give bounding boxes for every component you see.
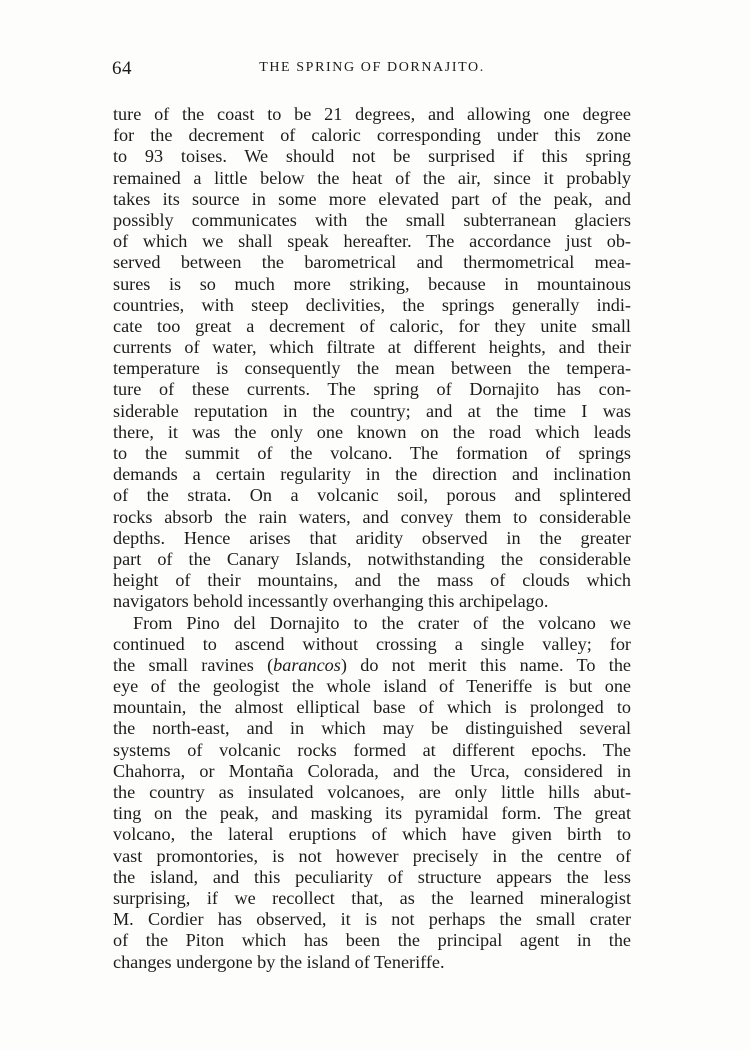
text-line: for the decrement of caloric corresponding under this zone — [113, 125, 631, 146]
text-line: systems of volcanic rocks formed at different epochs. The — [113, 739, 631, 760]
italic-term: barancos — [273, 654, 341, 675]
text-line: of which we shall speak hereafter. The accordance just ob- — [113, 231, 631, 252]
text-line: changes undergone by the island of Teneriffe. — [113, 951, 445, 972]
text-line: From Pino del Dornajito to the crater of the volcano we — [133, 612, 631, 633]
text-line: takes its source in some more elevated part of the peak, and — [113, 188, 631, 209]
text-line: rocks absorb the rain waters, and convey them to considerable — [113, 506, 631, 527]
text-line: ture of the coast to be 21 degrees, and allowing one degree — [113, 104, 631, 124]
text-line: currents of water, which filtrate at different heights, and their — [113, 337, 631, 358]
text-line: part of the Canary Islands, notwithstanding the considerable — [113, 548, 631, 569]
text-line: navigators behold incessantly overhanging this archipelago. — [113, 591, 549, 612]
text-line: of the strata. On a volcanic soil, porous and splintered — [113, 485, 631, 506]
body-text — [113, 104, 631, 973]
page-number: 64 — [112, 58, 132, 79]
text-line: demands a certain regularity in the direction and inclination — [113, 464, 631, 485]
text-line: the country as insulated volcanoes, are only little hills abut- — [113, 782, 631, 802]
text-line-with-italic — [113, 655, 631, 676]
text-fragment: the small ravines ( — [113, 654, 274, 675]
text-line: ting on the peak, and masking its pyramidal form. The great — [113, 803, 631, 824]
text-line: vast promontories, is not however precisely in the centre of — [113, 845, 631, 866]
text-line: Chahorra, or Montaña Colorada, and the Urca, considered in — [113, 760, 631, 781]
text-line: siderable reputation in the country; and at the time I was — [113, 400, 631, 421]
text-line: cate too great a decrement of caloric, for they unite small — [113, 315, 631, 336]
text-line: remained a little below the heat of the air, since it probably — [113, 167, 631, 188]
text-line: served between the barometrical and thermometrical mea- — [113, 252, 631, 273]
text-line: of the Piton which has been the principal agent in the — [113, 930, 631, 951]
text-line: sures is so much more striking, because in mountainous — [113, 273, 631, 294]
text-fragment: ) do not merit this name. To the — [340, 654, 631, 675]
text-line: surprising, if we recollect that, as the learned mineralogist — [113, 887, 631, 908]
text-line: volcano, the lateral eruptions of which have given birth to — [113, 824, 631, 845]
text-line: depths. Hence arises that aridity observed in the greater — [113, 527, 631, 548]
running-head — [112, 58, 632, 82]
text-line: possibly communicates with the small subterranean glaciers — [113, 209, 631, 230]
text-line: M. Cordier has observed, it is not perhaps the small crater — [113, 909, 631, 930]
text-line: mountain, the almost elliptical base of which is prolonged to — [113, 697, 631, 718]
text-line: there, it was the only one known on the road which leads — [113, 421, 631, 442]
text-line: to 93 toises. We should not be surprised if this spring — [113, 146, 631, 167]
text-line: the north-east, and in which may be distinguished several — [113, 718, 631, 739]
text-line: the island, and this peculiarity of structure appears the less — [113, 866, 631, 887]
text-line: temperature is consequently the mean between the tempera- — [113, 358, 631, 379]
paragraph-2 — [113, 613, 631, 973]
paragraph-1 — [113, 104, 631, 613]
text-line: ture of these currents. The spring of Dornajito has con- — [113, 379, 631, 400]
text-line: to the summit of the volcano. The formation of springs — [113, 443, 631, 463]
text-line: continued to ascend without crossing a single valley; for — [113, 633, 631, 654]
text-line: countries, with steep declivities, the springs generally indi- — [113, 294, 631, 315]
text-line: height of their mountains, and the mass of clouds which — [113, 570, 631, 591]
running-title: THE SPRING OF DORNAJITO. — [259, 60, 485, 75]
text-line: eye of the geologist the whole island of Teneriffe is but one — [113, 676, 631, 697]
